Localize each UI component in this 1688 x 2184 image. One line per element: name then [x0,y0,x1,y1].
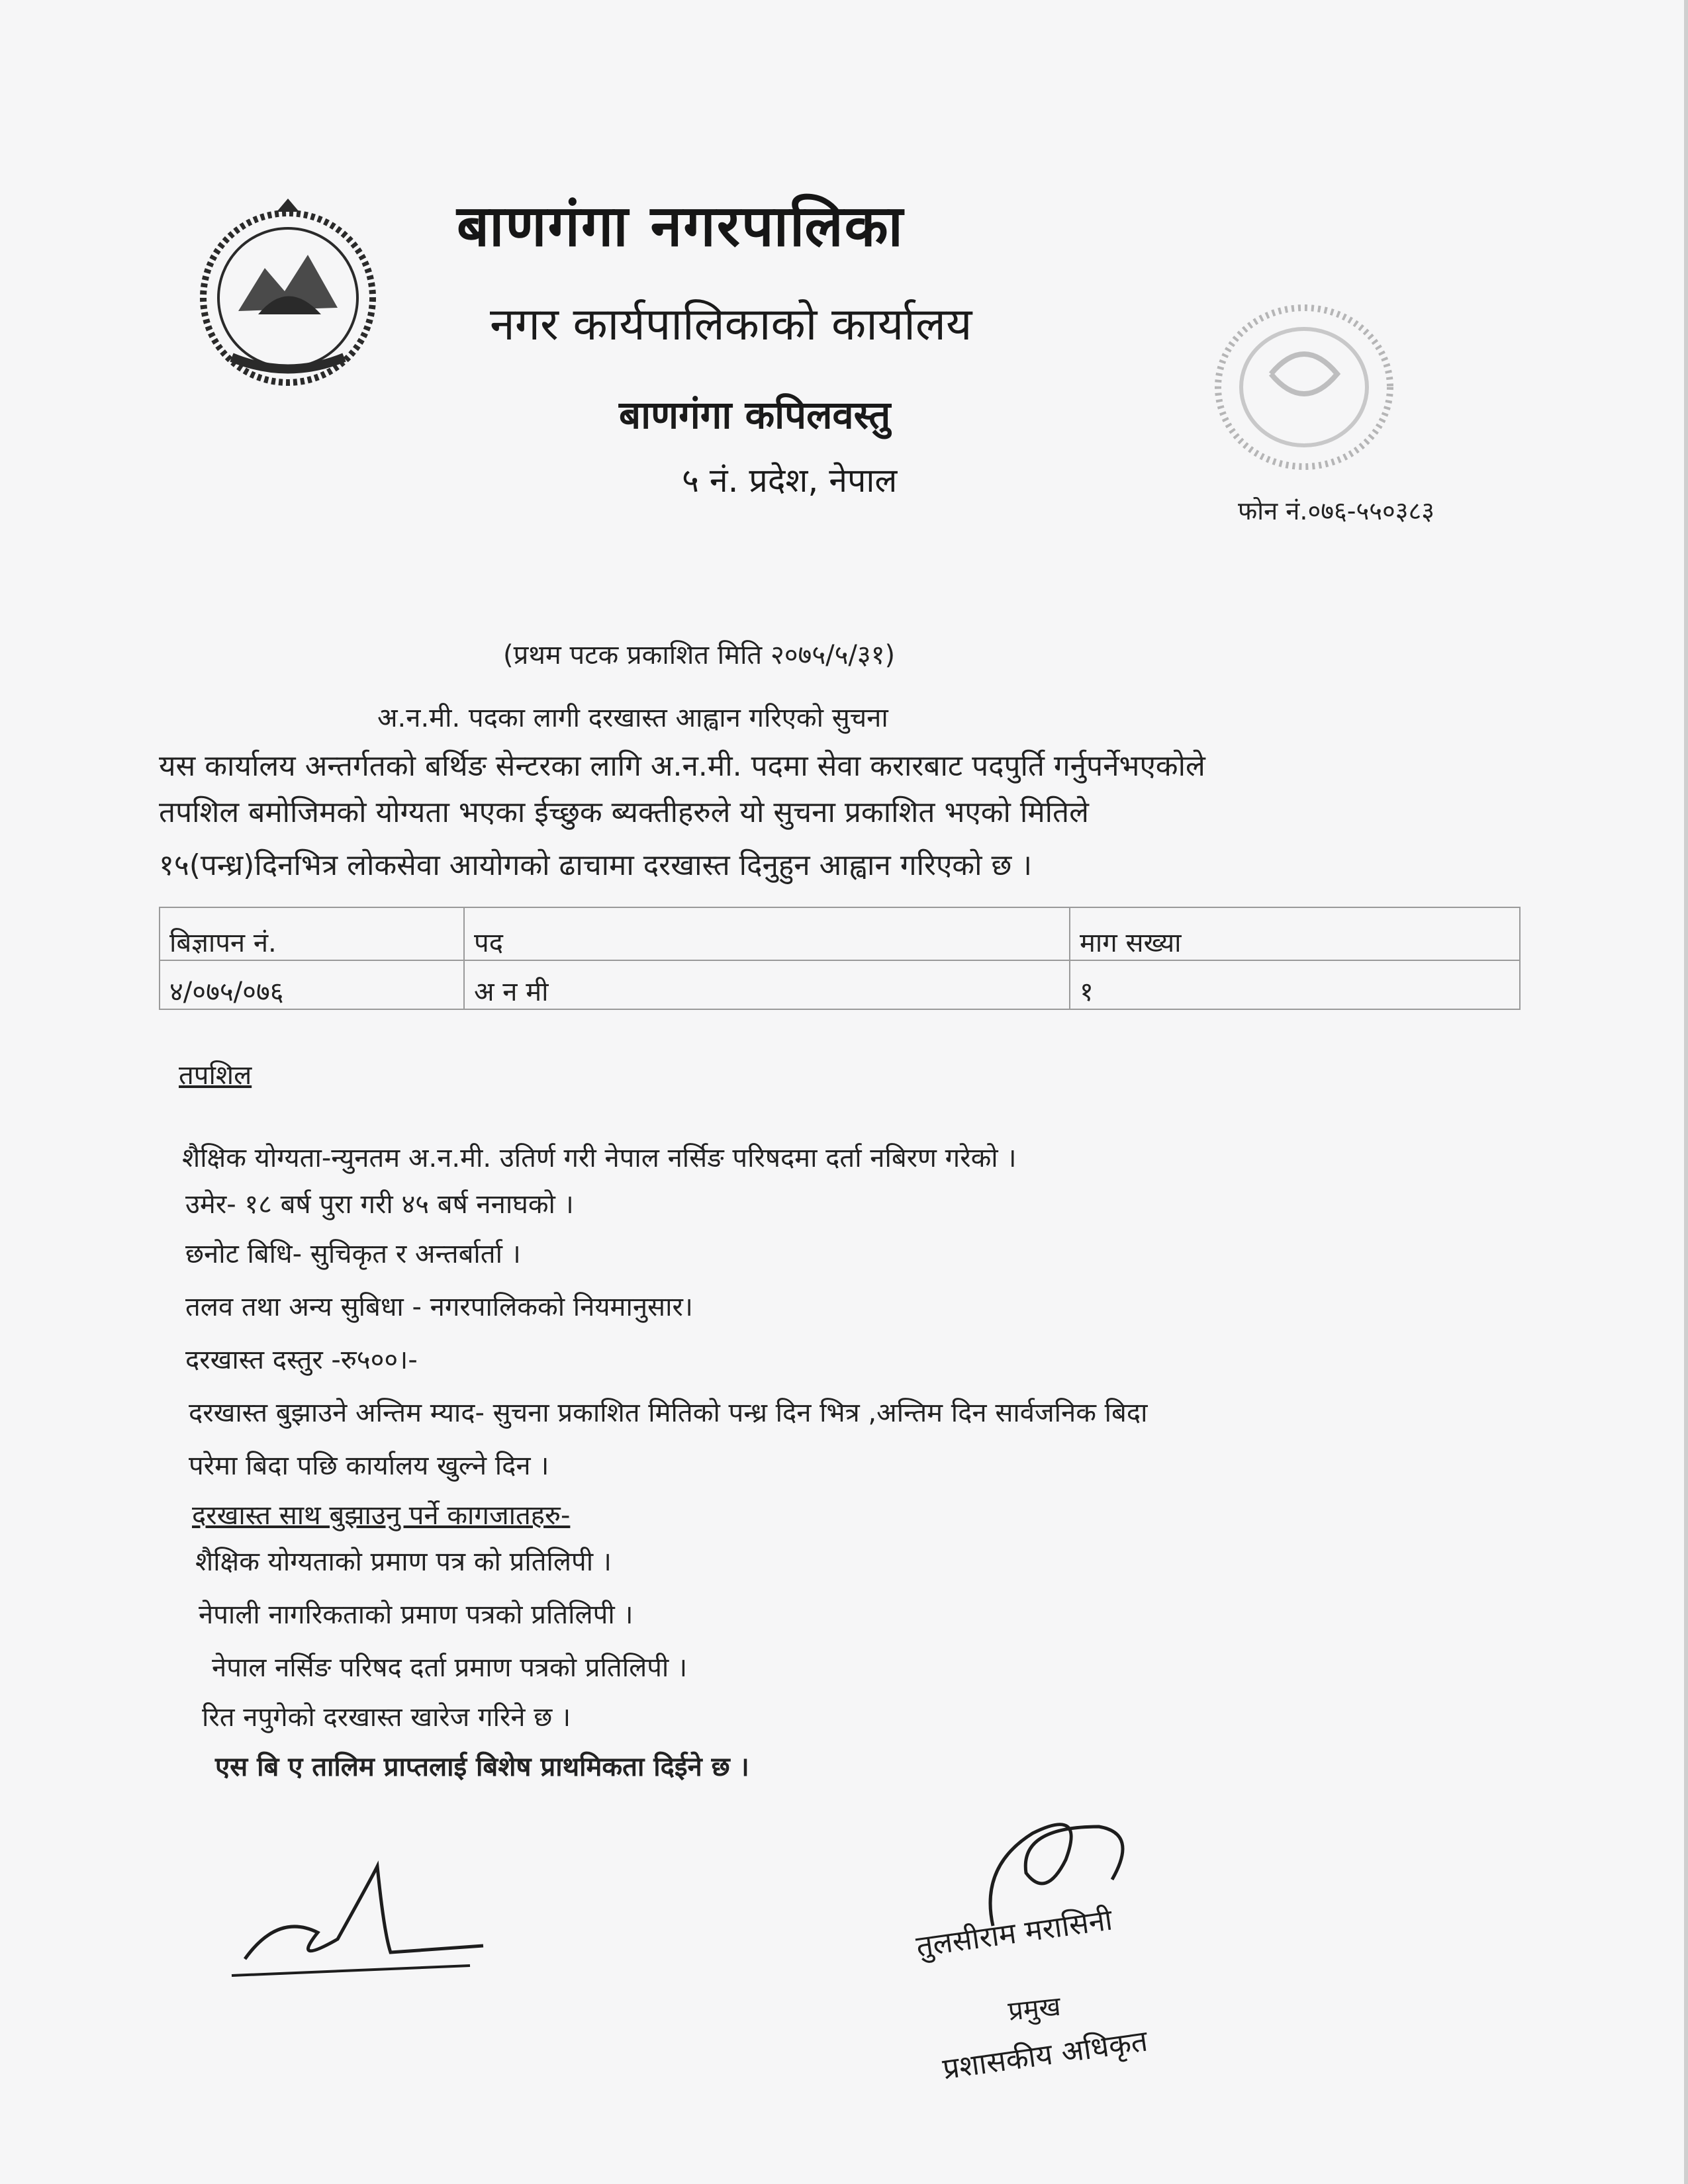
detail-line: दरखास्त बुझाउने अन्तिम म्याद- सुचना प्रकाशित मितिको पन्ध्र दिन भित्र ,अन्तिम दिन सार्वजनिक बिदा [189,1398,1148,1428]
table-row [160,960,1520,1009]
priority-note: एस बि ए तालिम प्राप्तलाई बिशेष प्राथमिकता दिईने छ । [215,1752,749,1782]
table-header-cell: पद [464,907,1070,960]
table-header-cell: माग सख्या [1070,907,1520,960]
published-date: (प्रथम पटक प्रकाशित मिति २०७५/५/३१) [503,640,896,670]
documents-heading: दरखास्त साथ बुझाउनु पर्ने कागजातहरु- [192,1500,571,1531]
municipality-name: बाणगंगा नगरपालिका [457,193,904,259]
detail-line: दरखास्त दस्तुर -रु५००।- [185,1345,418,1375]
table-cell: अ न मी [464,960,1070,1009]
province: ५ नं. प्रदेश, नेपाल [682,461,898,500]
document-line: नेपाल नर्सिङ परिषद दर्ता प्रमाण पत्रको प्रतिलिपी । [212,1653,688,1683]
municipality-seal-icon [1211,301,1397,473]
document-line: नेपाली नागरिकताको प्रमाण पत्रको प्रतिलिपी । [199,1600,633,1630]
signatory-role: प्रमुख [1006,1991,1062,2027]
office-location: बाणगंगा कपिलवस्तु [619,392,891,437]
document-line: शैक्षिक योग्यताको प्रमाण पत्र को प्रतिलिपी । [195,1547,612,1577]
detail-line: तलव तथा अन्य सुबिधा - नगरपालिकको नियमानुसार। [185,1292,693,1322]
document-line: रित नपुगेको दरखास्त खारेज गरिने छ । [202,1702,571,1733]
intro-line-1: यस कार्यालय अन्तर्गतको बर्थिङ सेन्टरका लागि अ.न.मी. पदमा सेवा करारबाट पदपुर्ति गर्नुपर्नेभएकोले [159,749,1205,783]
page-edge [1684,0,1688,2184]
table-header-cell: बिज्ञापन नं. [160,907,464,960]
left-signature-icon [218,1853,496,1985]
detail-line: शैक्षिक योग्यता-न्युनतम अ.न.मी. उतिर्ण गरी नेपाल नर्सिङ परिषदमा दर्ता नबिरण गरेको । [182,1143,1017,1173]
table-header-row [160,907,1520,960]
details-heading: तपशिल [179,1060,252,1091]
office-name: नगर कार्यपालिकाको कार्यालय [490,298,972,351]
intro-line-3: १५(पन्ध्र)दिनभित्र लोकसेवा आयोगको ढाचामा दरखास्त दिनुहुन आह्वान गरिएको छ । [159,848,1032,882]
detail-line: छनोट बिधि- सुचिकृत र अन्तर्बार्ता । [185,1239,521,1269]
table-cell: १ [1070,960,1520,1009]
signatory-title: प्रशासकीय अधिकृत [940,2024,1150,2087]
intro-line-2: तपशिल बमोजिमको योग्यता भएका ईच्छुक ब्यक्तीहरुले यो सुचना प्रकाशित भएको मितिले [159,796,1089,829]
signatory-name: तुलसीराम मरासिनी [914,1903,1115,1964]
notice-title: अ.न.मी. पदका लागी दरखास्त आह्वान गरिएको सुचना [377,703,888,733]
nepal-emblem-icon [192,199,384,397]
table-cell: ४/०७५/०७६ [160,960,464,1009]
detail-line: परेमा बिदा पछि कार्यालय खुल्ने दिन । [189,1451,549,1481]
phone-number: फोन नं.०७६-५५०३८३ [1238,496,1435,525]
advertisement-table [159,907,1521,1010]
detail-line: उमेर- १८ बर्ष पुरा गरी ४५ बर्ष ननाघको । [185,1189,574,1220]
